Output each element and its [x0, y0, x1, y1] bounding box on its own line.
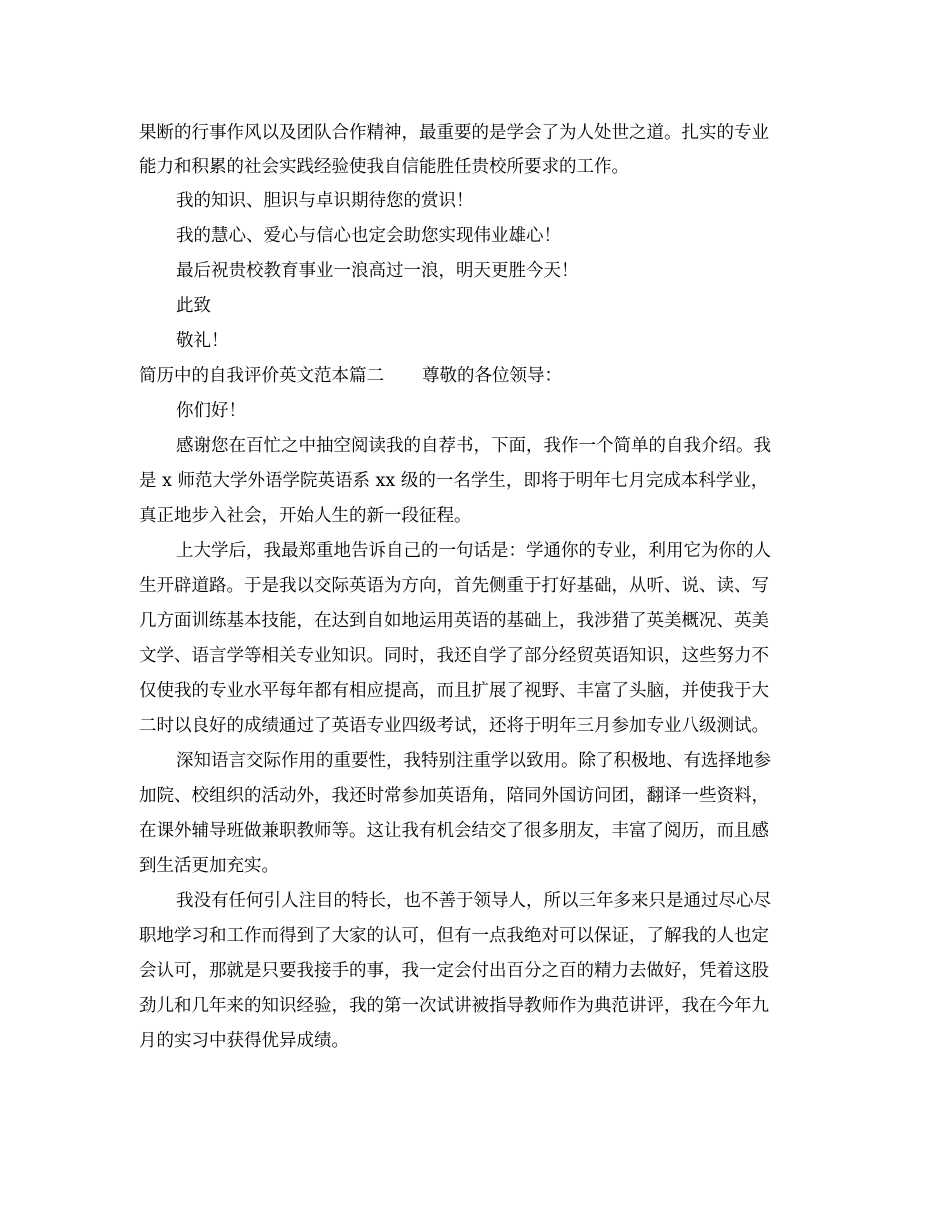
section-heading: 简历中的自我评价英文范本篇二: [139, 366, 384, 386]
text-line: 深知语言交际作用的重要性，我特别注重学以致用。除了积极地、有选择地参: [176, 751, 771, 771]
text-line: 敬礼！: [176, 331, 229, 351]
text-line: 我没有任何引人注目的特长，也不善于领导人，所以三年多来只是通过尽心尽: [176, 891, 771, 911]
salutation: 尊敬的各位领导：: [422, 366, 562, 386]
text-line: 生开辟道路。于是我以交际英语为方向，首先侧重于打好基础，从听、说、读、写: [139, 576, 769, 596]
text-line: 仅使我的专业水平每年都有相应提高，而且扩展了视野、丰富了头脑，并使我于大: [139, 681, 769, 701]
text-line: 此致: [176, 296, 211, 316]
text-line: 我的慧心、爱心与信心也定会助您实现伟业雄心！: [176, 226, 561, 246]
text-line: 真正地步入社会，开始人生的新一段征程。: [139, 506, 472, 526]
text-line: 到生活更加充实。: [139, 856, 279, 876]
text-line: 职地学习和工作而得到了大家的认可，但有一点我绝对可以保证，了解我的人也定: [139, 926, 769, 946]
text-line: 劲儿和几年来的知识经验，我的第一次试讲被指导教师作为典范讲评，我在今年九: [139, 996, 769, 1016]
text-line: 你们好！: [176, 401, 246, 421]
text-line: 我的知识、胆识与卓识期待您的赏识！: [176, 191, 474, 211]
section-heading-line: [139, 364, 819, 388]
text-line: 二时以良好的成绩通过了英语专业四级考试，还将于明年三月参加专业八级测试。: [139, 716, 769, 736]
text-line: 文学、语言学等相关专业知识。同时，我还自学了部分经贸英语知识，这些努力不: [139, 646, 769, 666]
text-line: 是 x 师范大学外语学院英语系 xx 级的一名学生，即将于明年七月完成本科学业，: [139, 471, 769, 491]
text-line: 感谢您在百忙之中抽空阅读我的自荐书，下面，我作一个简单的自我介绍。我: [176, 436, 771, 456]
text-line: 月的实习中获得优异成绩。: [139, 1031, 349, 1051]
text-line: 加院、校组织的活动外，我还时常参加英语角，陪同外国访问团，翻译一些资料，: [139, 786, 769, 806]
text-line: 能力和积累的社会实践经验使我自信能胜任贵校所要求的工作。: [139, 157, 629, 177]
text-line: 在课外辅导班做兼职教师等。这让我有机会结交了很多朋友，丰富了阅历，而且感: [139, 821, 769, 841]
text-line: 会认可，那就是只要我接手的事，我一定会付出百分之百的精力去做好，凭着这股: [139, 961, 769, 981]
text-line: 几方面训练基本技能，在达到自如地运用英语的基础上，我涉猎了英美概况、英美: [139, 611, 769, 631]
text-line: 上大学后，我最郑重地告诉自己的一句话是：学通你的专业，利用它为你的人: [176, 541, 771, 561]
text-line: 果断的行事作风以及团队合作精神，最重要的是学会了为人处世之道。扎实的专业: [139, 123, 769, 143]
text-line: 最后祝贵校教育事业一浪高过一浪，明天更胜今天！: [176, 261, 579, 281]
